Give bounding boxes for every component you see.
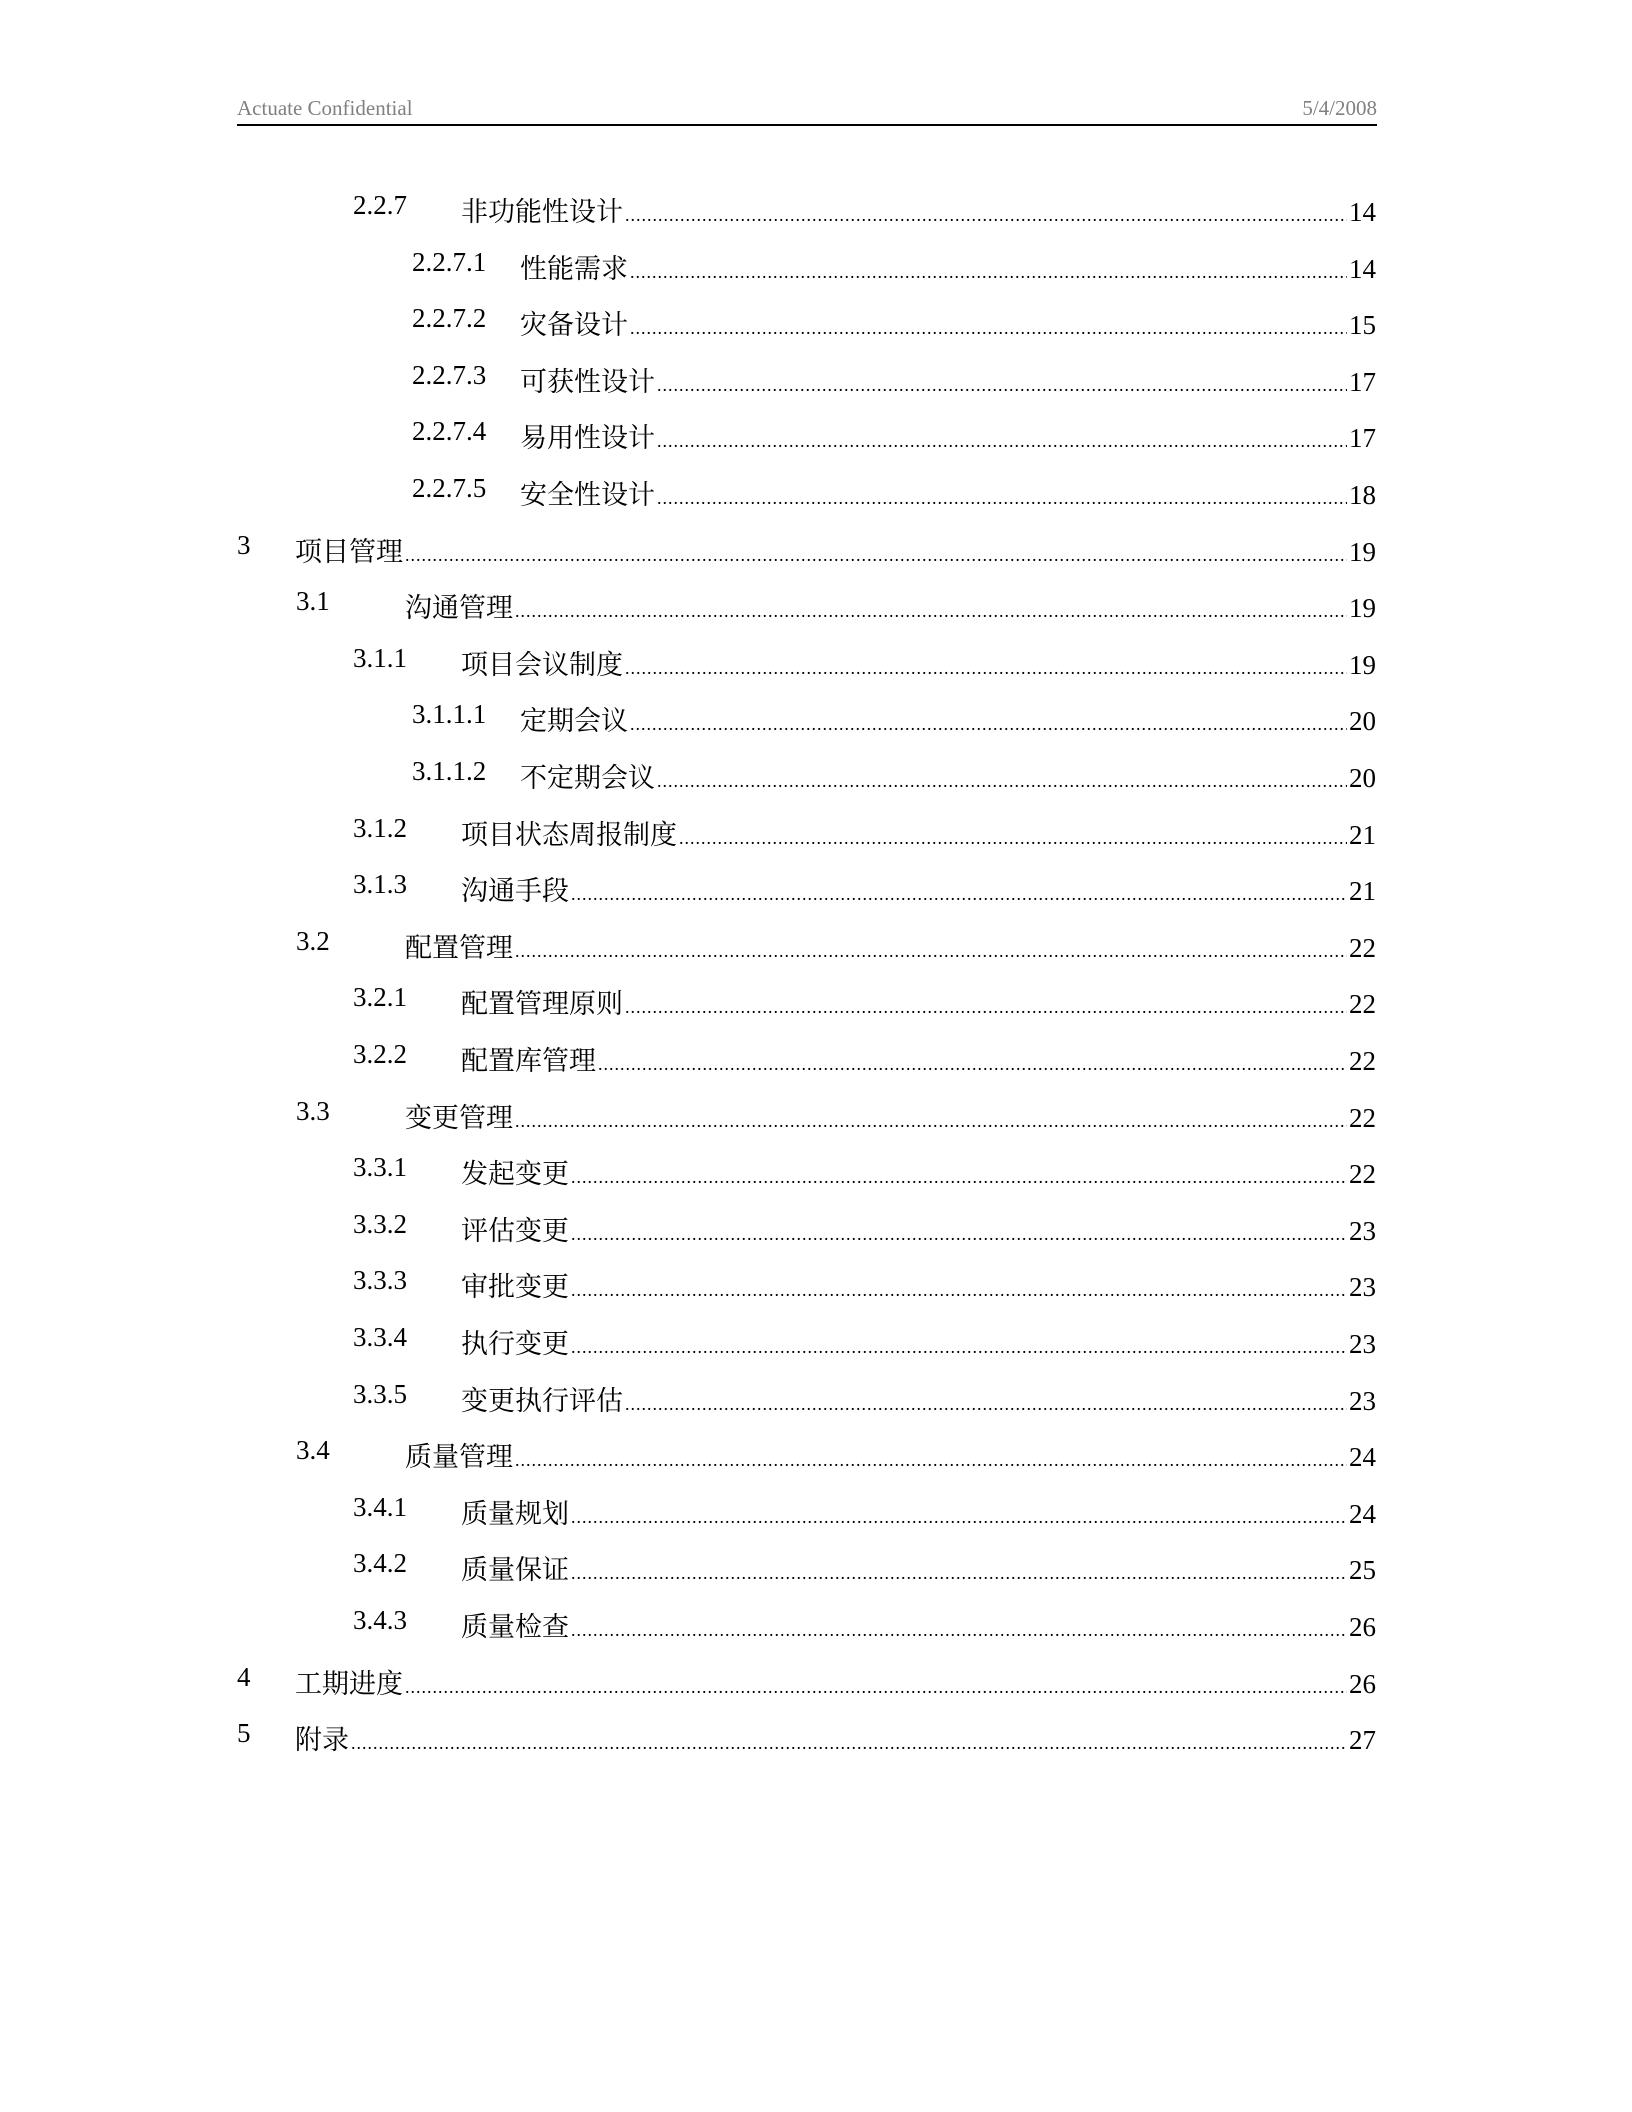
toc-entry-page: 14 bbox=[1349, 253, 1376, 284]
toc-entry-title: 工期进度 bbox=[295, 1668, 403, 1699]
toc-entry-title: 质量管理 bbox=[405, 1442, 513, 1473]
toc-leader-dots bbox=[657, 771, 1347, 792]
toc-entry[interactable] bbox=[412, 359, 1376, 400]
toc-entry[interactable] bbox=[353, 1605, 1376, 1645]
toc-leader-dots bbox=[625, 205, 1347, 226]
toc-entry[interactable] bbox=[296, 925, 1376, 966]
toc-leader-dots bbox=[657, 375, 1347, 396]
toc-entry-number: 3.2 bbox=[296, 925, 330, 956]
toc-entry-number: 3.1.1.2 bbox=[412, 756, 487, 786]
toc-leader-dots bbox=[405, 1677, 1347, 1698]
toc-entry-page: 22 bbox=[1349, 1159, 1376, 1190]
toc-entry-page: 22 bbox=[1349, 1046, 1376, 1076]
toc-entry-title: 易用性设计 bbox=[520, 423, 655, 454]
toc-entry-number: 3.1 bbox=[296, 586, 330, 617]
toc-leader-dots bbox=[630, 714, 1347, 735]
toc-entry-number: 3.4.1 bbox=[353, 1491, 407, 1522]
toc-leader-dots bbox=[598, 1054, 1347, 1075]
toc-entry-page: 19 bbox=[1349, 536, 1376, 567]
toc-leader-dots bbox=[625, 997, 1347, 1018]
toc-leader-dots bbox=[571, 1507, 1347, 1528]
toc-entry-number: 3.3.5 bbox=[353, 1378, 407, 1409]
toc-entry[interactable] bbox=[353, 1208, 1376, 1249]
toc-entry-number: 3.1.3 bbox=[353, 869, 407, 900]
toc-entry-title: 配置库管理 bbox=[461, 1046, 596, 1076]
toc-entry-number: 3.4.2 bbox=[353, 1548, 407, 1579]
toc-entry-page: 20 bbox=[1349, 706, 1376, 737]
header-date: 5/4/2008 bbox=[1302, 96, 1377, 120]
toc-entry-title: 定期会议 bbox=[520, 706, 628, 737]
toc-entry[interactable] bbox=[296, 586, 1376, 626]
toc-entry-page: 19 bbox=[1349, 649, 1376, 680]
toc-entry-title: 评估变更 bbox=[461, 1215, 569, 1246]
toc-entry-title: 附录 bbox=[295, 1725, 349, 1756]
toc-entry-page: 14 bbox=[1349, 197, 1376, 227]
toc-leader-dots bbox=[515, 601, 1347, 622]
toc-entry-page: 15 bbox=[1349, 310, 1376, 341]
toc-entry-number: 3.1.1 bbox=[353, 642, 407, 673]
toc-entry-title: 质量检查 bbox=[461, 1612, 569, 1642]
toc-entry-number: 3.1.2 bbox=[353, 812, 407, 843]
toc-entry-number: 3.4.3 bbox=[353, 1605, 407, 1635]
toc-leader-dots bbox=[571, 1620, 1347, 1641]
toc-entry-page: 23 bbox=[1349, 1385, 1376, 1416]
toc-entry[interactable] bbox=[237, 1661, 1376, 1702]
toc-entry-title: 可获性设计 bbox=[520, 366, 655, 397]
toc-entry-page: 20 bbox=[1349, 763, 1376, 793]
toc-leader-dots bbox=[571, 1337, 1347, 1358]
toc-entry-page: 18 bbox=[1349, 480, 1376, 510]
toc-entry-title: 质量保证 bbox=[461, 1555, 569, 1586]
toc-leader-dots bbox=[625, 1394, 1347, 1415]
toc-entry[interactable] bbox=[353, 1039, 1376, 1079]
toc-leader-dots bbox=[657, 488, 1347, 509]
toc-entry-number: 3.1.1.1 bbox=[412, 699, 487, 730]
toc-entry-page: 24 bbox=[1349, 1498, 1376, 1529]
toc-entry-page: 17 bbox=[1349, 366, 1376, 397]
toc-entry-title: 配置管理 bbox=[405, 932, 513, 963]
toc-entry-page: 23 bbox=[1349, 1329, 1376, 1359]
toc-entry-page: 27 bbox=[1349, 1725, 1376, 1756]
toc-entry-page: 21 bbox=[1349, 819, 1376, 850]
toc-entry-number: 2.2.7.2 bbox=[412, 303, 487, 334]
toc-entry[interactable] bbox=[353, 1548, 1376, 1588]
toc-entry-number: 2.2.7.4 bbox=[412, 416, 487, 447]
toc-entry[interactable] bbox=[353, 812, 1376, 853]
toc-entry-page: 24 bbox=[1349, 1442, 1376, 1473]
toc-entry[interactable] bbox=[353, 1378, 1376, 1419]
toc-entry[interactable] bbox=[353, 869, 1376, 909]
toc-entry-title: 发起变更 bbox=[461, 1159, 569, 1190]
toc-leader-dots bbox=[625, 658, 1347, 679]
toc-entry[interactable] bbox=[353, 982, 1376, 1022]
toc-leader-dots bbox=[630, 318, 1347, 339]
toc-entry-page: 23 bbox=[1349, 1272, 1376, 1303]
toc-entry[interactable] bbox=[412, 473, 1376, 513]
toc-entry-title: 性能需求 bbox=[520, 253, 628, 284]
toc-leader-dots bbox=[515, 1111, 1347, 1132]
toc-entry-title: 沟通管理 bbox=[405, 593, 513, 624]
toc-entry[interactable] bbox=[412, 246, 1376, 287]
toc-leader-dots bbox=[515, 1450, 1347, 1471]
toc-entry-title: 配置管理原则 bbox=[461, 989, 623, 1020]
toc-entry-page: 21 bbox=[1349, 876, 1376, 907]
toc-leader-dots bbox=[351, 1733, 1347, 1754]
toc-entry-number: 3.3.3 bbox=[353, 1265, 407, 1296]
toc-entry-title: 沟通手段 bbox=[461, 876, 569, 907]
toc-entry-number: 3.2.1 bbox=[353, 982, 407, 1013]
toc-leader-dots bbox=[657, 431, 1347, 452]
toc-entry-page: 26 bbox=[1349, 1668, 1376, 1699]
toc-entry-title: 非功能性设计 bbox=[461, 197, 623, 227]
toc-entry-title: 质量规划 bbox=[461, 1498, 569, 1529]
toc-entry[interactable] bbox=[353, 1265, 1376, 1305]
toc-entry-number: 2.2.7.1 bbox=[412, 246, 487, 277]
toc-entry-title: 项目状态周报制度 bbox=[461, 819, 677, 850]
page-header bbox=[237, 94, 1377, 126]
toc-entry-page: 26 bbox=[1349, 1612, 1376, 1642]
toc-entry[interactable] bbox=[296, 1095, 1376, 1136]
toc-entry-page: 25 bbox=[1349, 1555, 1376, 1586]
toc-entry-number: 3 bbox=[237, 529, 251, 560]
toc-leader-dots bbox=[630, 262, 1347, 283]
toc-entry-title: 不定期会议 bbox=[520, 763, 655, 793]
toc-entry[interactable] bbox=[353, 1152, 1376, 1192]
toc-entry[interactable] bbox=[353, 190, 1376, 230]
toc-entry-title: 灾备设计 bbox=[520, 310, 628, 341]
toc-entry[interactable] bbox=[237, 1718, 1376, 1758]
toc-leader-dots bbox=[571, 1167, 1347, 1188]
toc-entry-number: 4 bbox=[237, 1661, 251, 1692]
toc-leader-dots bbox=[405, 545, 1347, 566]
toc-entry-number: 3.3 bbox=[296, 1095, 330, 1126]
toc-leader-dots bbox=[571, 1563, 1347, 1584]
toc-entry-title: 变更管理 bbox=[405, 1102, 513, 1133]
toc-leader-dots bbox=[515, 941, 1347, 962]
toc-entry[interactable] bbox=[412, 699, 1376, 739]
toc-entry-page: 19 bbox=[1349, 593, 1376, 624]
toc-entry-title: 执行变更 bbox=[461, 1329, 569, 1359]
toc-entry-number: 3.3.1 bbox=[353, 1152, 407, 1183]
toc-entry-number: 3.3.4 bbox=[353, 1322, 407, 1352]
toc-entry[interactable] bbox=[412, 303, 1376, 343]
toc-entry[interactable] bbox=[412, 756, 1376, 796]
toc-entry-number: 3.3.2 bbox=[353, 1208, 407, 1239]
toc-entry-page: 22 bbox=[1349, 932, 1376, 963]
toc-entry-page: 22 bbox=[1349, 989, 1376, 1020]
toc-entry[interactable] bbox=[353, 642, 1376, 683]
toc-entry-number: 3.4 bbox=[296, 1435, 330, 1466]
toc-entry[interactable] bbox=[296, 1435, 1376, 1475]
toc-entry-number: 5 bbox=[237, 1718, 251, 1749]
toc-entry-number: 3.2.2 bbox=[353, 1039, 407, 1069]
toc-entry-page: 23 bbox=[1349, 1215, 1376, 1246]
toc-entry[interactable] bbox=[353, 1322, 1376, 1362]
toc-leader-dots bbox=[571, 884, 1347, 905]
toc-entry-title: 安全性设计 bbox=[520, 480, 655, 510]
toc-entry-page: 17 bbox=[1349, 423, 1376, 454]
header-confidential: Actuate Confidential bbox=[237, 96, 413, 120]
toc-entry-title: 变更执行评估 bbox=[461, 1385, 623, 1416]
toc-entry-number: 2.2.7 bbox=[353, 190, 407, 220]
toc-entry-number: 2.2.7.5 bbox=[412, 473, 487, 503]
toc-leader-dots bbox=[571, 1224, 1347, 1245]
toc-entry-page: 22 bbox=[1349, 1102, 1376, 1133]
toc-entry[interactable] bbox=[353, 1491, 1376, 1532]
toc-entry[interactable] bbox=[412, 416, 1376, 456]
toc-entry-title: 项目管理 bbox=[295, 536, 403, 567]
toc-leader-dots bbox=[679, 828, 1347, 849]
toc-leader-dots bbox=[571, 1280, 1347, 1301]
toc-entry-title: 审批变更 bbox=[461, 1272, 569, 1303]
toc-entry-number: 2.2.7.3 bbox=[412, 359, 487, 390]
toc-entry-title: 项目会议制度 bbox=[461, 649, 623, 680]
toc-entry[interactable] bbox=[237, 529, 1376, 570]
